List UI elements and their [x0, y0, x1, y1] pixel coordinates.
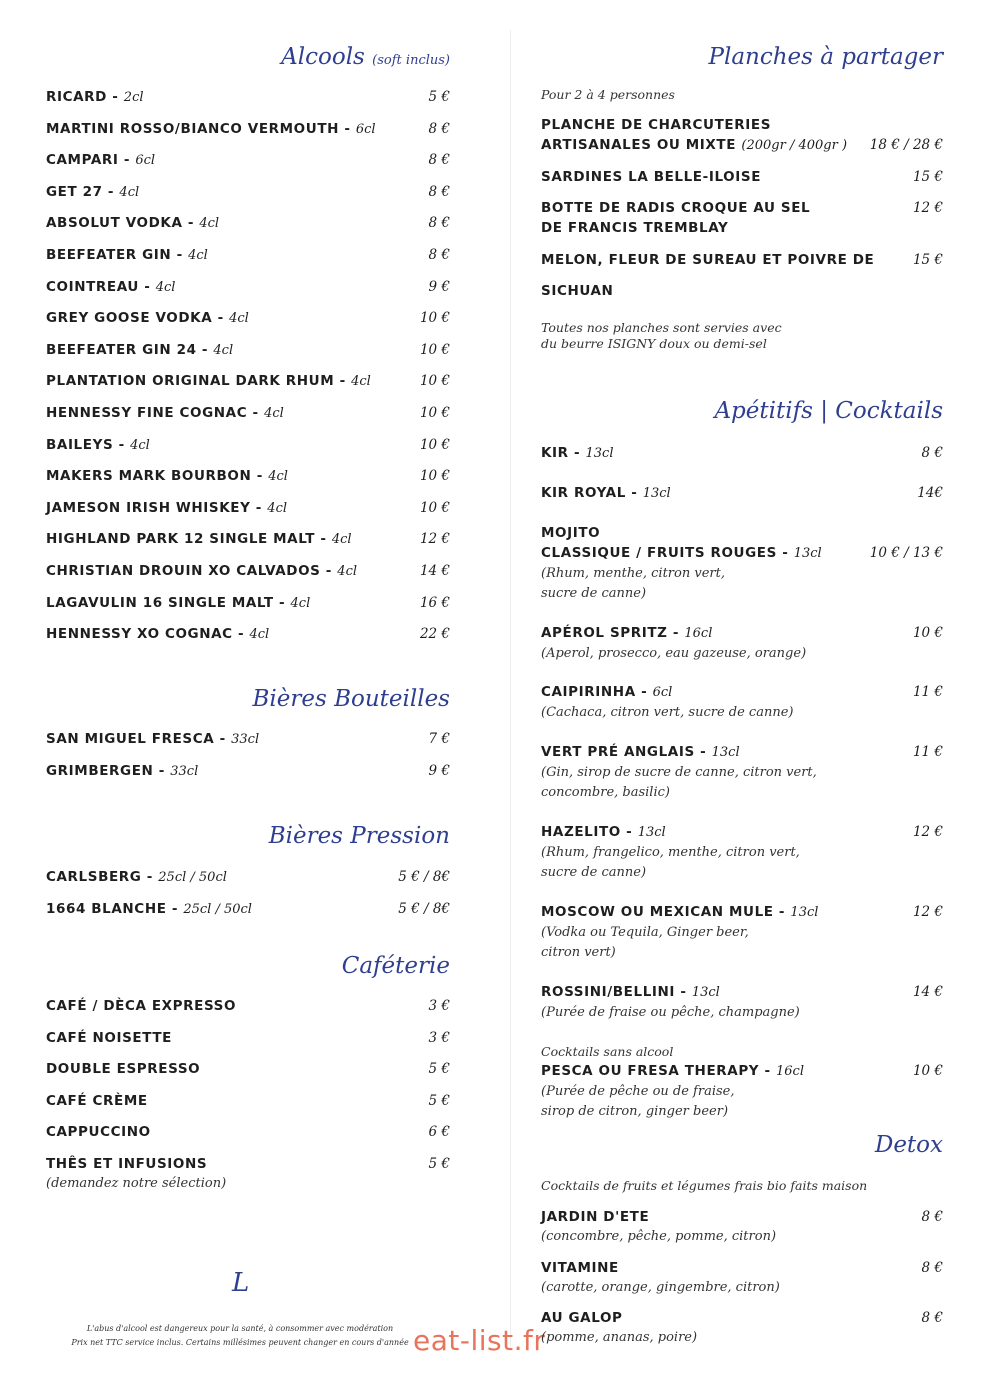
alcools-title: Alcools [281, 44, 365, 70]
menu-item: CHRISTIAN DROUIN XO CALVADOS - 4cl 14 € [46, 563, 450, 579]
planche-melon-name-2: SICHUAN [541, 283, 614, 299]
menu-item-name: BEEFEATER GIN [46, 247, 172, 263]
menu-item: GET 27 - 4cl 8 € [46, 183, 450, 200]
menu-item-price: 10 € [419, 373, 450, 390]
menu-item-name: SAN MIGUEL FRESCA [46, 731, 215, 747]
menu-item-name: JARDIN D'ETE [541, 1209, 650, 1225]
menu-item-price: 14 € [419, 563, 450, 579]
cocktail-aperol-price: 10 € [912, 625, 943, 641]
menu-item-price: 8 € [921, 1209, 943, 1225]
menu-item-volume: 33cl [231, 732, 260, 747]
menu-item-price: 5 € [428, 1092, 450, 1109]
cocktail-mojito: MOJITO CLASSIQUE / FRUITS ROUGES - 13cl (Rhum, menthe, citron vert, sucre de canne) 10 € / 13 € [541, 523, 943, 604]
cocktail-mojito-desc-2: sucre de canne) [541, 586, 647, 601]
menu-item-volume: 4cl [264, 406, 284, 421]
cocktail-pesca-desc-1: (Purée de pêche ou de fraise, [541, 1084, 735, 1099]
planche-charcuterie-price: 18 € / 28 € [869, 137, 943, 153]
menu-item-name: 1664 BLANCHE [46, 901, 167, 917]
menu-item: SAN MIGUEL FRESCA - 33cl 7 € [46, 731, 450, 747]
menu-item-volume: 4cl [229, 311, 249, 327]
footer-line-1: L'abus d'alcool est dangereux pour la santé, à consommer avec modération [86, 1324, 394, 1333]
menu-item: MAKERS MARK BOURBON - 4cl 10 € [46, 468, 450, 485]
cocktail-hazelito-desc-2: sucre de canne) [541, 865, 647, 880]
menu-item: RICARD - 2cl 5 € [46, 89, 450, 105]
planches-intro: Pour 2 à 4 personnes [541, 87, 675, 102]
menu-item: BEEFEATER GIN - 4cl 8 € [46, 247, 450, 263]
cocktail-kir: KIR - 13cl 8 € [541, 445, 943, 461]
cocktail-mojito-vol: 13cl [793, 546, 822, 561]
menu-item-volume: 25cl / 50cl [158, 870, 227, 885]
menu-item: PLANTATION ORIGINAL DARK RHUM - 4cl 10 € [46, 373, 450, 390]
menu-item-name: BEEFEATER GIN 24 [46, 341, 197, 358]
planche-charcuterie-name-2: ARTISANALES OU MIXTE [541, 137, 737, 153]
menu-item-volume: 6cl [355, 121, 376, 137]
column-divider [510, 30, 511, 1350]
menu-item-price: 8 € [921, 1259, 943, 1276]
menu-item-price: 3 € [428, 1029, 450, 1046]
footer-line-2: Prix net TTC service inclus. Certains millésimes peuvent changer en cours d'année [71, 1338, 409, 1347]
menu-item-description: (concombre, pêche, pomme, citron) [541, 1229, 777, 1244]
planche-radis-price: 12 € [912, 200, 943, 216]
cocktail-kir-name: KIR [541, 445, 569, 461]
menu-item: MARTINI ROSSO/BIANCO VERMOUTH - 6cl 8 € [46, 120, 450, 137]
cocktail-moscow-price: 12 € [912, 904, 943, 920]
menu-item-price: 5 € / 8€ [398, 869, 450, 885]
alcools-subtitle: (soft inclus) [372, 53, 450, 68]
menu-item-price: 10 € [419, 341, 450, 358]
menu-item-name: CAPPUCCINO [46, 1124, 151, 1141]
planche-sardines-name: SARDINES LA BELLE-ILOISE [541, 169, 762, 185]
menu-item-price: 5 € / 8€ [398, 901, 450, 917]
menu-item-name: GREY GOOSE VODKA [46, 310, 213, 327]
footer-legal [60, 1322, 420, 1350]
menu-item-price: 10 € [419, 436, 450, 453]
planche-charcuterie [541, 115, 943, 156]
cocktail-vert-pre-desc-2: concombre, basilic) [541, 785, 670, 800]
menu-item-name: MAKERS MARK BOURBON [46, 468, 252, 485]
cocktail-pesca-price: 10 € [912, 1063, 943, 1079]
menu-item: CAMPARI - 6cl 8 € [46, 152, 450, 169]
menu-item-description: (pomme, ananas, poire) [541, 1330, 698, 1345]
menu-item-volume: 4cl [351, 374, 371, 390]
cocktail-aperol-vol: 16cl [684, 626, 713, 641]
planche-charcuterie-weight: (200gr / 400gr ) [741, 138, 848, 153]
menu-item-name: CAFÉ / DÈCA EXPRESSO [46, 998, 237, 1014]
planche-radis-name: BOTTE DE RADIS CROQUE AU SEL [541, 200, 811, 216]
cocktail-pesca: PESCA OU FRESA THERAPY - 16cl (Purée de pêche ou de fraise, sirop de citron, ginger beer) 10 € [541, 1061, 943, 1122]
alcools-heading [281, 44, 450, 70]
menu-item-name: CAFÉ CRÈME [46, 1092, 148, 1109]
menu-item: 1664 BLANCHE - 25cl / 50cl 5 € / 8€ [46, 901, 450, 917]
planche-melon-price: 15 € [912, 252, 943, 268]
menu-item [46, 1154, 450, 1194]
menu-item-price: 10 € [419, 468, 450, 485]
menu-item-volume: 4cl [199, 216, 220, 232]
cocktail-mojito-desc-1: (Rhum, menthe, citron vert, [541, 566, 725, 581]
cocktail-pesca-name: PESCA OU FRESA THERAPY [541, 1063, 760, 1079]
cocktail-rossini-desc: (Purée de fraise ou pêche, champagne) [541, 1005, 800, 1020]
detox-intro: Cocktails de fruits et légumes frais bio faits maison [541, 1178, 868, 1193]
menu-item-volume: 6cl [135, 153, 156, 169]
menu-item: JAMESON IRISH WHISKEY - 4cl 10 € [46, 499, 450, 516]
menu-item: COINTREAU - 4cl 9 € [46, 278, 450, 295]
menu-item-name: COINTREAU [46, 278, 139, 295]
menu-item: GREY GOOSE VODKA - 4cl 10 € [46, 310, 450, 327]
cocktail-moscow-desc-2: citron vert) [541, 945, 616, 960]
restaurant-logo: L [232, 1268, 250, 1298]
cocktail-moscow: MOSCOW OU MEXICAN MULE - 13cl (Vodka ou Tequila, Ginger beer, citron vert) 12 € [541, 902, 943, 963]
cocktail-vert-pre: VERT PRÉ ANGLAIS - 13cl (Gin, sirop de sucre de canne, citron vert, concombre, basilic) 11 € [541, 742, 943, 803]
menu-item [541, 1308, 943, 1348]
cocktail-moscow-desc-1: (Vodka ou Tequila, Ginger beer, [541, 925, 749, 940]
menu-item-volume: 4cl [213, 342, 234, 358]
menu-item-name: BAILEYS [46, 436, 114, 453]
cocktail-mojito-name: MOJITO [541, 525, 601, 541]
menu-item [46, 1028, 450, 1048]
menu-item-price: 7 € [428, 731, 450, 747]
menu-item-volume: 2cl [123, 90, 144, 105]
menu-item [541, 1258, 943, 1298]
menu-item-price: 5 € [428, 1156, 450, 1172]
cocktail-aperol-desc: (Aperol, prosecco, eau gazeuse, orange) [541, 646, 807, 661]
planche-charcuterie-name: PLANCHE DE CHARCUTERIES [541, 117, 772, 133]
menu-item [46, 1091, 450, 1111]
planches-heading: Planches à partager [708, 44, 943, 70]
cocktail-vert-pre-vol: 13cl [711, 745, 740, 760]
menu-item: HENNESSY XO COGNAC - 4cl 22 € [46, 626, 450, 643]
menu-item-price: 12 € [419, 531, 450, 548]
bieres-pression-heading: Bières Pression [268, 823, 450, 849]
menu-item-name: HENNESSY FINE COGNAC [46, 405, 248, 421]
cocktail-vert-pre-desc-1: (Gin, sirop de sucre de canne, citron vert, [541, 765, 817, 780]
menu-item-name: CAMPARI [46, 152, 119, 169]
menu-item-name: AU GALOP [541, 1310, 623, 1326]
cocktail-rossini-name: ROSSINI/BELLINI [541, 984, 676, 1000]
cocktail-aperol: APÉROL SPRITZ - 16cl (Aperol, prosecco, eau gazeuse, orange) 10 € [541, 623, 943, 664]
cocktail-kir-vol: 13cl [585, 446, 614, 461]
planches-note-line-1: Toutes nos planches sont servies avec [541, 320, 782, 335]
menu-item-name: GRIMBERGEN [46, 763, 154, 779]
planche-sardines [541, 167, 943, 187]
menu-item: LAGAVULIN 16 SINGLE MALT - 4cl 16 € [46, 594, 450, 611]
menu-item [46, 996, 450, 1016]
menu-item-price: 10 € [419, 499, 450, 516]
menu-item [46, 1122, 450, 1142]
cocktail-caipirinha: CAIPIRINHA - 6cl (Cachaca, citron vert, sucre de canne) 11 € [541, 682, 943, 723]
aperitifs-heading: Apétitifs | Cocktails [714, 398, 943, 424]
menu-item-description: (carotte, orange, gingembre, citron) [541, 1279, 780, 1295]
cocktail-hazelito-name: HAZELITO [541, 824, 621, 840]
menu-item-volume: 4cl [331, 532, 352, 548]
menu-item-price: 5 € [428, 1061, 450, 1078]
cocktail-caipirinha-name: CAIPIRINHA [541, 684, 636, 700]
menu-item [46, 1059, 450, 1079]
cocktail-mojito-variants: CLASSIQUE / FRUITS ROUGES [541, 545, 777, 561]
planche-sardines-price: 15 € [912, 169, 943, 185]
menu-item: BEEFEATER GIN 24 - 4cl 10 € [46, 341, 450, 358]
menu-item-price: 16 € [419, 594, 450, 611]
menu-item: HENNESSY FINE COGNAC - 4cl 10 € [46, 405, 450, 421]
menu-item: HIGHLAND PARK 12 SINGLE MALT - 4cl 12 € [46, 531, 450, 548]
menu-item-name: PLANTATION ORIGINAL DARK RHUM [46, 373, 335, 390]
menu-item-name: MARTINI ROSSO/BIANCO VERMOUTH [46, 120, 340, 137]
menu-item-description: (demandez notre sélection) [46, 1176, 227, 1191]
menu-item-volume: 4cl [267, 500, 288, 516]
cocktail-aperol-name: APÉROL SPRITZ [541, 625, 668, 641]
menu-item-name: LAGAVULIN 16 SINGLE MALT [46, 594, 274, 611]
menu-item-volume: 25cl / 50cl [183, 902, 252, 917]
cocktail-rossini: ROSSINI/BELLINI - 13cl (Purée de fraise ou pêche, champagne) 14 € [541, 982, 943, 1023]
menu-item-name: GET 27 [46, 183, 103, 200]
menu-item-price: 8 € [921, 1310, 943, 1326]
menu-item-name: DOUBLE ESPRESSO [46, 1061, 201, 1078]
menu-item: CARLSBERG - 25cl / 50cl 5 € / 8€ [46, 869, 450, 885]
menu-item-volume: 4cl [249, 627, 270, 643]
menu-item-price: 10 € [419, 405, 450, 421]
planche-radis-name-2: DE FRANCIS TREMBLAY [541, 220, 729, 236]
menu-item-name: THÊS ET INFUSIONS [46, 1156, 208, 1172]
menu-item-price: 5 € [428, 89, 450, 105]
menu-item-volume: 4cl [119, 184, 140, 200]
menu-item-price: 9 € [428, 278, 450, 295]
menu-item [541, 1207, 943, 1247]
menu-item-volume: 4cl [268, 469, 288, 485]
menu-item-volume: 33cl [170, 764, 199, 779]
planche-melon [541, 250, 943, 301]
planches-note [541, 320, 943, 352]
menu-item: GRIMBERGEN - 33cl 9 € [46, 763, 450, 779]
menu-item: ABSOLUT VODKA - 4cl 8 € [46, 215, 450, 232]
cocktail-vert-pre-price: 11 € [912, 744, 943, 760]
cocktail-caipirinha-vol: 6cl [652, 685, 673, 700]
cocktail-pesca-vol: 16cl [776, 1064, 804, 1079]
menu-item-price: 8 € [428, 120, 450, 137]
menu-item-volume: 4cl [130, 437, 150, 453]
menu-item-price: 3 € [428, 998, 450, 1014]
cocktail-hazelito-price: 12 € [912, 824, 943, 840]
menu-item-name: CAFÉ NOISETTE [46, 1029, 172, 1046]
cocktail-caipirinha-price: 11 € [912, 684, 943, 700]
menu-item-volume: 4cl [290, 595, 311, 611]
menu-item-volume: 4cl [337, 564, 358, 579]
menu-item-volume: 4cl [155, 279, 176, 295]
cocktail-kir-royal: KIR ROYAL - 13cl 14€ [541, 485, 943, 501]
cocktail-kir-royal-vol: 13cl [642, 486, 671, 501]
menu-item-price: 22 € [419, 626, 450, 643]
menu-item-name: HIGHLAND PARK 12 SINGLE MALT [46, 531, 316, 548]
cocktail-hazelito-desc-1: (Rhum, frangelico, menthe, citron vert, [541, 845, 800, 860]
cocktail-kir-price: 8 € [921, 445, 943, 461]
menu-item-price: 8 € [428, 215, 450, 232]
cafeterie-heading: Caféterie [341, 953, 450, 979]
cocktail-rossini-price: 14 € [912, 984, 943, 1000]
menu-item-price: 8 € [428, 152, 450, 169]
menu-item: BAILEYS - 4cl 10 € [46, 436, 450, 453]
cocktail-pesca-desc-2: sirop de citron, ginger beer) [541, 1104, 729, 1119]
cocktail-kir-royal-price: 14€ [917, 485, 943, 501]
menu-item-price: 6 € [428, 1124, 450, 1141]
cocktail-hazelito: HAZELITO - 13cl (Rhum, frangelico, menthe, citron vert, sucre de canne) 12 € [541, 822, 943, 883]
menu-item-price: 8 € [428, 247, 450, 263]
cocktail-hazelito-vol: 13cl [637, 825, 666, 840]
menu-item-price: 9 € [428, 763, 450, 779]
menu-item-name: JAMESON IRISH WHISKEY [46, 499, 251, 516]
menu-item-name: RICARD [46, 89, 107, 105]
cocktail-caipirinha-desc: (Cachaca, citron vert, sucre de canne) [541, 705, 794, 720]
bieres-bouteilles-heading: Bières Bouteilles [252, 686, 450, 712]
menu-item-name: VITAMINE [541, 1259, 619, 1276]
menu-item-name: HENNESSY XO COGNAC [46, 626, 233, 643]
cocktail-kir-royal-name: KIR ROYAL [541, 485, 626, 501]
planche-melon-name: MELON, FLEUR DE SUREAU ET POIVRE DE [541, 252, 875, 268]
detox-heading: Detox [874, 1132, 943, 1158]
sans-alcool-label: Cocktails sans alcool [541, 1044, 674, 1059]
cocktail-mojito-price: 10 € / 13 € [869, 545, 943, 561]
planche-radis [541, 198, 943, 238]
menu-item-price: 10 € [419, 310, 450, 327]
menu-item-name: CARLSBERG [46, 869, 142, 885]
menu-item-name: ABSOLUT VODKA [46, 215, 183, 232]
cocktail-moscow-name: MOSCOW OU MEXICAN MULE [541, 904, 774, 920]
cocktail-vert-pre-name: VERT PRÉ ANGLAIS [541, 744, 695, 760]
menu-item-name: CHRISTIAN DROUIN XO CALVADOS [46, 563, 321, 579]
cocktail-rossini-vol: 13cl [691, 985, 720, 1000]
menu-item-volume: 4cl [188, 248, 208, 263]
watermark: eat-list.fr [413, 1324, 546, 1357]
cocktail-moscow-vol: 13cl [790, 905, 819, 920]
menu-item-price: 8 € [428, 183, 450, 200]
planches-note-line-2: du beurre ISIGNY doux ou demi-sel [541, 336, 767, 351]
